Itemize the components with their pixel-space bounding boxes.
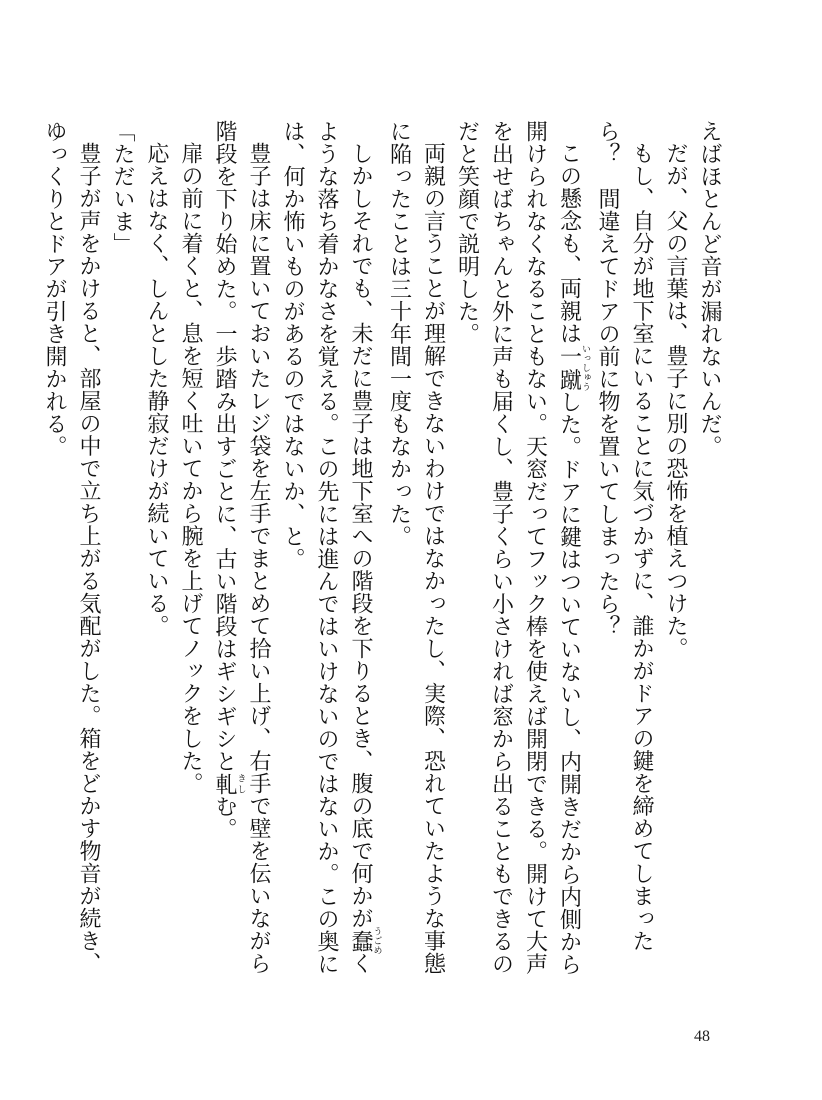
paragraph-text: した。ドアに鍵はついていないし、内開きだから内側から開けられなくなることもない。天窓だってフック棒を使えば開閉できる。開けて大声を出せばちゃんと外に声も届くし、豊子くらい小さければ窓から出ることもできるのだと笑顔で説明した。 bbox=[454, 120, 582, 976]
paragraph-text: 豊子は床に置いておいたレジ袋を左手でまとめて拾い上げ、右手で壁を伝いながら階段を下り始めた。一歩踏み出すごとに、古い階段はギシギシと bbox=[212, 120, 271, 975]
ruby-reading: うごめ bbox=[371, 926, 382, 955]
paragraph-text: 扉の前に着くと、息を短く吐いてから腕を上げてノックをした。 bbox=[178, 142, 203, 795]
paragraph-7 bbox=[207, 120, 275, 990]
paragraph-1 bbox=[692, 120, 726, 990]
paragraph-8 bbox=[173, 120, 207, 990]
paragraph-5 bbox=[382, 120, 450, 990]
page-number: 48 bbox=[694, 1028, 710, 1045]
ruby-kishimu bbox=[212, 772, 246, 796]
paragraph-text: 両親の言うことが理解できないわけではなかったし、実際、恐れていたような事態に陥ったことは三十年間一度もなかった。 bbox=[386, 120, 446, 975]
paragraph-text: もし、自分が地下室にいることに気づかずに、誰かがドアの鍵を締めてしまったら？ 間違えてドアの前に物を置いてしまったら？ bbox=[595, 120, 654, 952]
paragraph-4 bbox=[450, 120, 591, 990]
paragraph-9 bbox=[139, 120, 173, 990]
paragraph-6 bbox=[275, 120, 382, 990]
ruby-reading: いっしゅう bbox=[580, 343, 590, 392]
paragraph-text: 「ただいま」 bbox=[110, 120, 135, 255]
ruby-base: 一蹴 bbox=[556, 343, 582, 392]
paragraph-text: む。 bbox=[212, 795, 237, 840]
paragraph-3 bbox=[590, 120, 658, 990]
ruby-base: 蠢 bbox=[348, 926, 373, 955]
vertical-text-body bbox=[42, 120, 726, 990]
ruby-reading: きし bbox=[235, 772, 246, 795]
paragraph-text: 応えはなく、しんとした静寂だけが続いている。 bbox=[144, 142, 169, 637]
paragraph-2 bbox=[658, 120, 692, 990]
ruby-base: 軋 bbox=[212, 772, 237, 795]
paragraph-text: だが、父の言葉は、豊子に別の恐怖を植えつけた。 bbox=[663, 142, 688, 660]
paragraph-text: くような落ち着かなさを覚える。この先には進んではいけないのではないか。この奥には、何か怖いものがあるのではないか、と。 bbox=[280, 120, 373, 975]
ruby-ugomeku bbox=[348, 926, 382, 955]
paragraph-text: この懸念も、両親は bbox=[556, 142, 582, 345]
paragraph-text: えばほとんど音が漏れないんだ。 bbox=[697, 120, 722, 458]
paragraph-text: 豊子が声をかけると、部屋の中で立ち上がる気配がした。箱をどかす物音が続き、ゆっくりとドアが引き開かれる。 bbox=[42, 120, 101, 975]
paragraph-11 bbox=[37, 120, 105, 990]
paragraph-10 bbox=[105, 120, 139, 990]
ruby-isshuu bbox=[556, 343, 590, 392]
paragraph-text: しかしそれでも、未だに豊子は地下室への階段を下りるとき、腹の底で何かが bbox=[348, 142, 373, 930]
